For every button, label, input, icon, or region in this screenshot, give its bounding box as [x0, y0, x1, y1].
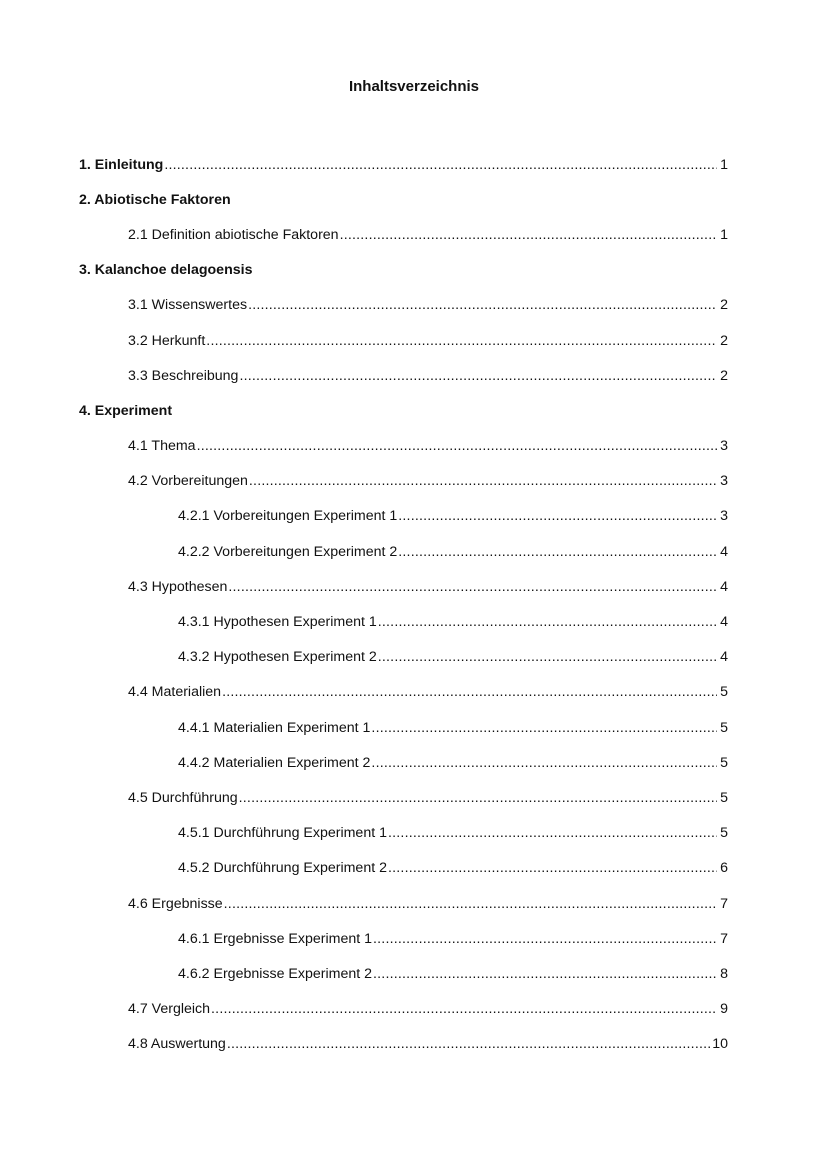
- toc-heading[interactable]: [0, 393, 828, 428]
- toc-dot-leader: [388, 860, 717, 876]
- toc-heading[interactable]: [0, 182, 828, 217]
- toc-entry-label: 4.3 Hypothesen: [128, 578, 228, 595]
- toc-entry-page: 4: [720, 614, 728, 631]
- toc-entry-page: 3: [720, 473, 728, 490]
- toc-entry-label: 3. Kalanchoe delagoensis: [79, 262, 253, 279]
- toc-entry[interactable]: [0, 358, 828, 393]
- toc-entry-label: 4.3.1 Hypothesen Experiment 1: [178, 614, 377, 631]
- toc-dot-leader: [373, 966, 717, 982]
- toc-dot-leader: [228, 579, 717, 595]
- toc-entry[interactable]: [0, 780, 828, 815]
- toc-entry-page: 5: [720, 684, 728, 701]
- toc-dot-leader: [398, 508, 717, 524]
- toc-entry[interactable]: [0, 816, 828, 851]
- toc-entry-page: 8: [720, 965, 728, 982]
- toc-entry[interactable]: [0, 921, 828, 956]
- toc-dot-leader: [248, 297, 717, 313]
- toc-entry-label: 4.5 Durchführung: [128, 789, 238, 806]
- toc-entry-label: 4.6.1 Ergebnisse Experiment 1: [178, 930, 373, 947]
- toc-entry-label: 4.3.2 Hypothesen Experiment 2: [178, 649, 377, 666]
- toc-dot-leader: [388, 825, 717, 841]
- toc-dot-leader: [227, 1036, 711, 1052]
- toc-entry-page: 4: [720, 649, 728, 666]
- toc-dot-leader: [211, 1001, 717, 1017]
- toc-entry-page: 6: [720, 860, 728, 877]
- toc-entry-label: 2. Abiotische Faktoren: [79, 191, 231, 208]
- toc-entry-label: 2.1 Definition abiotische Faktoren: [128, 226, 339, 243]
- toc-dot-leader: [239, 790, 717, 806]
- toc-entry-label: 4.4.1 Materialien Experiment 1: [178, 719, 371, 736]
- toc-entry[interactable]: [0, 745, 828, 780]
- toc-entry-page: 5: [720, 754, 728, 771]
- toc-entry[interactable]: [0, 640, 828, 675]
- toc-entry-page: 2: [720, 367, 728, 384]
- toc-entry-label: 3.1 Wissenswertes: [128, 297, 248, 314]
- toc-dot-leader: [371, 755, 717, 771]
- toc-entry-page: 10: [712, 1036, 728, 1053]
- toc-entry[interactable]: [0, 851, 828, 886]
- toc-entry-label: 4.2.1 Vorbereitungen Experiment 1: [178, 508, 398, 525]
- toc-entry-label: 4.1 Thema: [128, 438, 196, 455]
- toc-entry-page: 3: [720, 438, 728, 455]
- toc-entry-page: 3: [720, 508, 728, 525]
- toc-dot-leader: [249, 473, 717, 489]
- toc-dot-leader: [398, 544, 717, 560]
- toc-entry[interactable]: [0, 992, 828, 1027]
- toc-entry-label: 4.5.1 Durchführung Experiment 1: [178, 825, 387, 842]
- toc-dot-leader: [378, 649, 717, 665]
- toc-entry-page: 7: [720, 930, 728, 947]
- toc-entry-label: 4.6 Ergebnisse: [128, 895, 223, 912]
- toc-entry-label: 4.7 Vergleich: [128, 1001, 211, 1018]
- toc-dot-leader: [340, 227, 717, 243]
- toc-entry-page: 4: [720, 543, 728, 560]
- toc-entry[interactable]: [0, 886, 828, 921]
- toc-entry-label: 4.6.2 Ergebnisse Experiment 2: [178, 965, 373, 982]
- toc-title: Inhaltsverzeichnis: [348, 78, 480, 95]
- toc-dot-leader: [222, 684, 717, 700]
- toc-entry[interactable]: [0, 956, 828, 991]
- toc-entry[interactable]: [0, 675, 828, 710]
- toc-entry[interactable]: [0, 569, 828, 604]
- toc-entry-page: 9: [720, 1001, 728, 1018]
- toc-dot-leader: [239, 368, 717, 384]
- toc-entry-page: 2: [720, 332, 728, 349]
- toc-entry-label: 4.5.2 Durchführung Experiment 2: [178, 860, 387, 877]
- toc-entry[interactable]: [0, 464, 828, 499]
- toc-entry-page: 2: [720, 297, 728, 314]
- toc-entry-label: 4.4 Materialien: [128, 684, 222, 701]
- toc-dot-leader: [373, 931, 717, 947]
- toc-entry-label: 1. Einleitung: [79, 156, 164, 173]
- toc-entry-page: 1: [720, 226, 728, 243]
- toc-entry-page: 5: [720, 719, 728, 736]
- toc-entry[interactable]: [0, 147, 828, 182]
- toc-entry[interactable]: [0, 1027, 828, 1062]
- toc-entry-page: 5: [720, 789, 728, 806]
- toc-entry[interactable]: [0, 604, 828, 639]
- toc-entry-page: 4: [720, 578, 728, 595]
- toc-entry[interactable]: [0, 288, 828, 323]
- toc-entry[interactable]: [0, 534, 828, 569]
- toc-entry-label: 4.8 Auswertung: [128, 1036, 226, 1053]
- toc-entry-label: 3.2 Herkunft: [128, 332, 206, 349]
- toc-entry[interactable]: [0, 429, 828, 464]
- toc-entry-page: 1: [720, 156, 728, 173]
- toc-list: [0, 147, 828, 1062]
- toc-entry-label: 4.2.2 Vorbereitungen Experiment 2: [178, 543, 398, 560]
- toc-dot-leader: [378, 614, 717, 630]
- toc-entry-page: 7: [720, 895, 728, 912]
- toc-dot-leader: [224, 896, 717, 912]
- toc-entry-label: 4. Experiment: [79, 402, 173, 419]
- toc-entry[interactable]: [0, 323, 828, 358]
- toc-entry-label: 4.4.2 Materialien Experiment 2: [178, 754, 371, 771]
- toc-entry[interactable]: [0, 217, 828, 252]
- toc-heading[interactable]: [0, 253, 828, 288]
- toc-dot-leader: [197, 438, 717, 454]
- toc-dot-leader: [206, 333, 717, 349]
- toc-dot-leader: [164, 157, 717, 173]
- toc-dot-leader: [371, 720, 717, 736]
- toc-entry-label: 4.2 Vorbereitungen: [128, 473, 248, 490]
- toc-entry[interactable]: [0, 710, 828, 745]
- toc-entry-label: 3.3 Beschreibung: [128, 367, 239, 384]
- toc-entry[interactable]: [0, 499, 828, 534]
- toc-entry-page: 5: [720, 825, 728, 842]
